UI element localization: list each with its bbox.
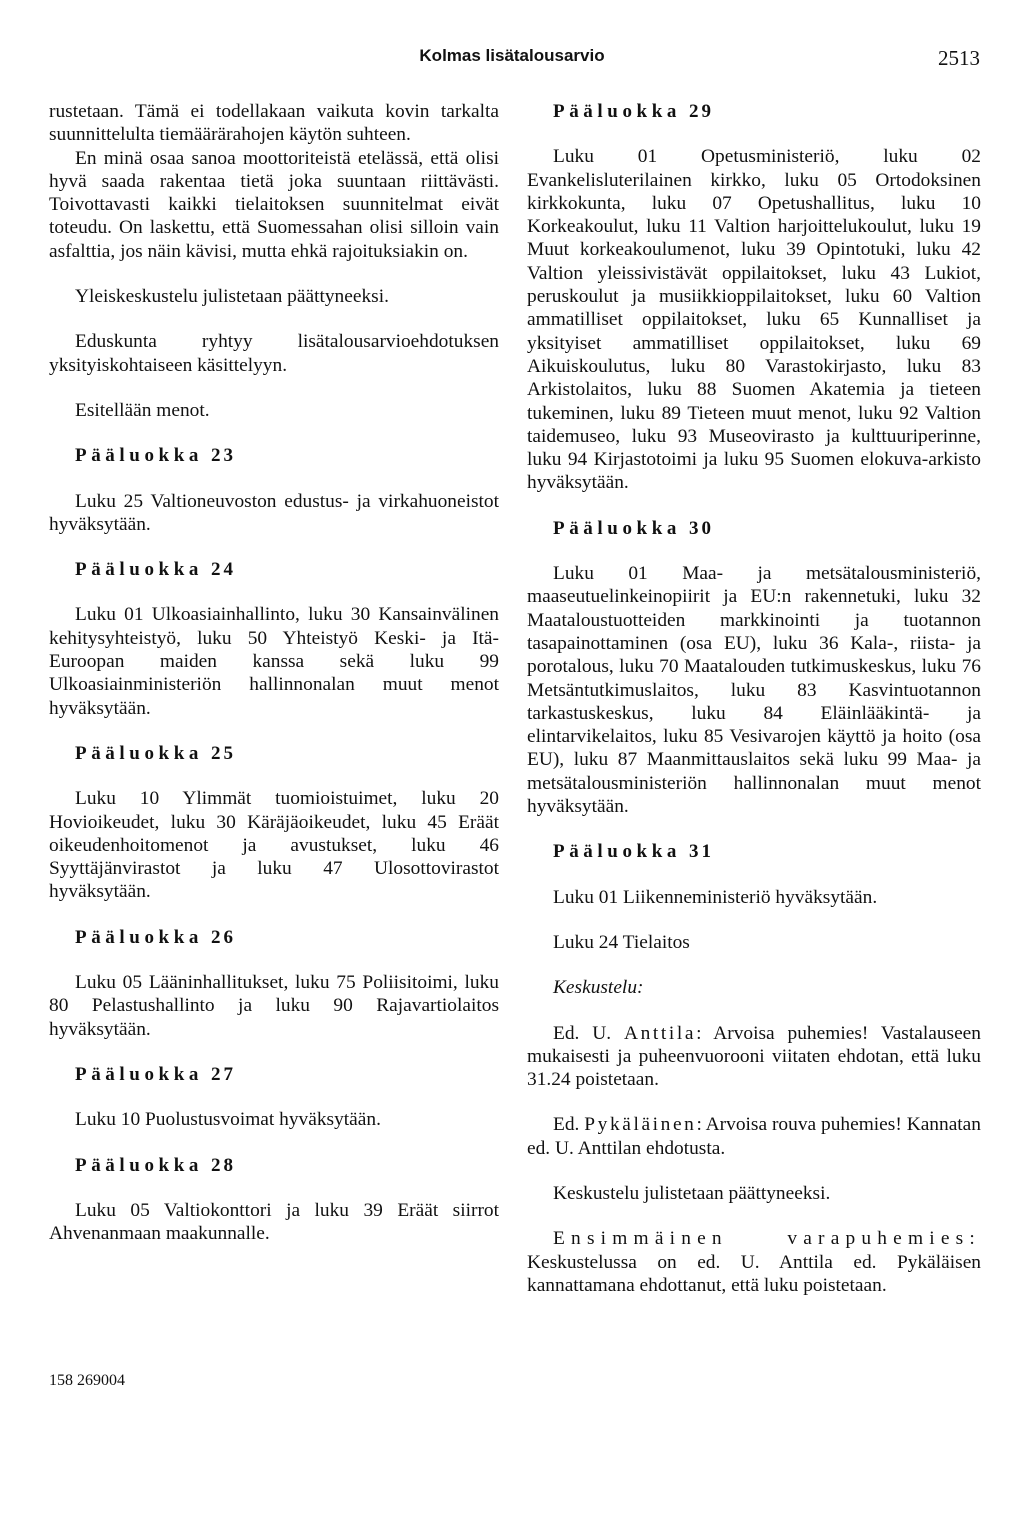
text-main-class-29: Luku 01 Opetusministeriö, luku 02 Evankelisluterilainen kirkko, luku 05 Ortodoksinen kirkkokunta, luku 07 Opetushallitus, luku 10 Korkeakoulut, luku 11 Valtion harjoittelukoulut, luku 19 Muut korkeakoulumenot, luku 39 Opintotuki, luku 42 Valtion yleissivistävät oppilaitokset, luku 43 Lukiot, peruskoulut ja musiikkioppilaitokset, luku 60 Valtion ammatilliset oppilaitokset, luku 65 Kunnalliset ja yksityiset ammatilliset oppilaitokset, luku 69 Aikuiskoulutus, luku 80 Varastokirjasto, luku 83 Arkistolaitos, luku 88 Suomen Akatemia ja tieteen tukeminen, luku 89 Tieteen muut menot, luku 92 Valtion taidemuseo, luku 93 Museovirasto ja kulttuuriperinne, luku 94 Kirjastotoimi ja luku 95 Suomen elokuva-arkisto hyväksytään.	[527, 146, 981, 494]
heading-number: 31	[689, 841, 714, 863]
running-header-title: Kolmas lisätalousarvio	[419, 46, 605, 65]
text-main-class-30: Luku 01 Maa- ja metsätalousministeriö, maaseutuelinkeinopiirit ja EU:n rakennetuki, luku 32 Maataloustuotteiden markkinointi ja tuotannon tasapainottaminen (osa EU), luku 36 Kala-, riista- ja porotalous, luku 70 Maatalouden tutkimuskeskus, luku 76 Metsäntutkimuslaitos, luku 83 Kasvintuotannon tarkastuskeskus, luku 84 Eläinlääkintä- ja elintarvikelaitos, luku 85 Vesivarojen käyttö ja hoito (osa EU), luku 87 Maanmittauslaitos sekä luku 99 Maa- ja metsätalousministeriön hallinnonalan muut menot hyväksytään.	[527, 563, 981, 818]
paragraph-debate-closed: Yleiskeskustelu julistetaan päättyneeksi.	[75, 286, 389, 308]
speech-anttila	[527, 1022, 981, 1092]
speech-text: : Arvoisa rouva puhemies! Kannatan ed. U. Anttilan ehdotusta.	[527, 1114, 981, 1159]
speaker-prefix: Ed. U.	[553, 1022, 612, 1044]
paragraph-motorways: En minä osaa sanoa moottoriteistä etelässä, että olisi hyvä saada rakentaa tietä joka suuntaan riittävästi. Toivottavasti kaikki tielaitoksen suunnitelmat eivät toteudu. On laskettu, että Suomessahan olisi silloin vain asfalttia, jos näin kävisi, mutta ehkä rajoituksiakin on.	[49, 147, 499, 262]
heading-label: Pääluokka	[75, 742, 203, 764]
heading-main-class-28	[49, 1154, 499, 1177]
heading-label: Pääluokka	[75, 445, 203, 467]
heading-main-class-31	[527, 840, 981, 863]
heading-label: Pääluokka	[75, 559, 203, 581]
text-main-class-27: Luku 10 Puolustusvoimat hyväksytään.	[75, 1109, 381, 1131]
heading-main-class-24	[49, 558, 499, 581]
text-main-class-26: Luku 05 Lääninhallitukset, luku 75 Poliisitoimi, luku 80 Pelastushallinto ja luku 90 Rajavartiolaitos hyväksytään.	[49, 972, 499, 1040]
heading-main-class-27	[49, 1063, 499, 1086]
heading-number: 26	[211, 926, 236, 948]
speaker-name: Anttila	[624, 1022, 697, 1044]
speaker-name: Pykäläinen	[584, 1114, 697, 1136]
speaker-prefix: Ed.	[553, 1114, 580, 1136]
paragraph-expenditures: Esitellään menot.	[75, 399, 210, 421]
heading-label: Pääluokka	[75, 926, 203, 948]
heading-main-class-29	[527, 100, 981, 123]
heading-main-class-25	[49, 742, 499, 765]
text-main-class-25: Luku 10 Ylimmät tuomioistuimet, luku 20 Hovioikeudet, luku 30 Käräjäoikeudet, luku 45 Eräät oikeudenhoitomenot ja avustukset, luku 46 Syyttäjänvirastot ja luku 47 Ulosottovirastot hyväksytään.	[49, 788, 499, 903]
paragraph-discussion-closed: Keskustelu julistetaan päättyneeksi.	[553, 1182, 831, 1204]
heading-number: 27	[211, 1063, 236, 1085]
text-main-class-23: Luku 25 Valtioneuvoston edustus- ja virkahuoneistot hyväksytään.	[49, 490, 499, 535]
heading-main-class-26	[49, 926, 499, 949]
print-code: 158 269004	[49, 1372, 125, 1389]
heading-number: 30	[689, 517, 714, 539]
text-main-class-31-ministry: Luku 01 Liikenneministeriö hyväksytään.	[553, 886, 878, 908]
text-main-class-28: Luku 05 Valtiokonttori ja luku 39 Eräät siirrot Ahvenanmaan maakunnalle.	[49, 1199, 499, 1245]
speaker-name: Ensimmäinen varapuhemies:	[553, 1228, 981, 1250]
paragraph-continuation: rustetaan. Tämä ei todellakaan vaikuta kovin tarkalta suunnittelulta tiemäärärahojen käytön suhteen.	[49, 101, 499, 146]
left-column	[49, 100, 499, 1245]
text-main-class-31-road-agency: Luku 24 Tielaitos	[553, 931, 690, 953]
heading-label: Pääluokka	[553, 101, 681, 122]
discussion-label: Keskustelu:	[553, 977, 644, 999]
paragraph-detailed-reading: Eduskunta ryhtyy lisätalousarvioehdotuksen yksityiskohtaiseen käsittelyyn.	[49, 331, 499, 376]
heading-label: Pääluokka	[553, 517, 681, 539]
speech-text: Keskustelussa on ed. U. Anttila ed. Pykäläisen kannattamana ehdottanut, että luku poistetaan.	[527, 1251, 981, 1296]
speech-pykalainen	[527, 1113, 981, 1160]
heading-number: 23	[211, 445, 236, 467]
heading-label: Pääluokka	[75, 1154, 203, 1176]
page-number: 2513	[938, 46, 980, 70]
speech-deputy-speaker	[527, 1227, 981, 1297]
heading-label: Pääluokka	[75, 1063, 203, 1085]
right-column	[527, 100, 981, 1297]
heading-number: 28	[211, 1154, 236, 1176]
text-main-class-24: Luku 01 Ulkoasiainhallinto, luku 30 Kansainvälinen kehitysyhteistyö, luku 50 Yhteistyö Keski- ja Itä-Euroopan maiden kanssa sekä luku 99 Ulkoasiainministeriön hallinnonalan muut menot hyväksytään.	[49, 604, 499, 719]
speech-text: : Arvoisa puhemies! Vastalauseen mukaisesti ja puheenvuorooni viitaten ehdotan, että luku 31.24 poistetaan.	[527, 1022, 981, 1091]
heading-number: 29	[689, 101, 714, 122]
heading-number: 24	[211, 559, 236, 581]
heading-label: Pääluokka	[553, 841, 681, 863]
heading-main-class-23	[49, 444, 499, 467]
heading-main-class-30	[527, 517, 981, 540]
heading-number: 25	[211, 742, 236, 764]
